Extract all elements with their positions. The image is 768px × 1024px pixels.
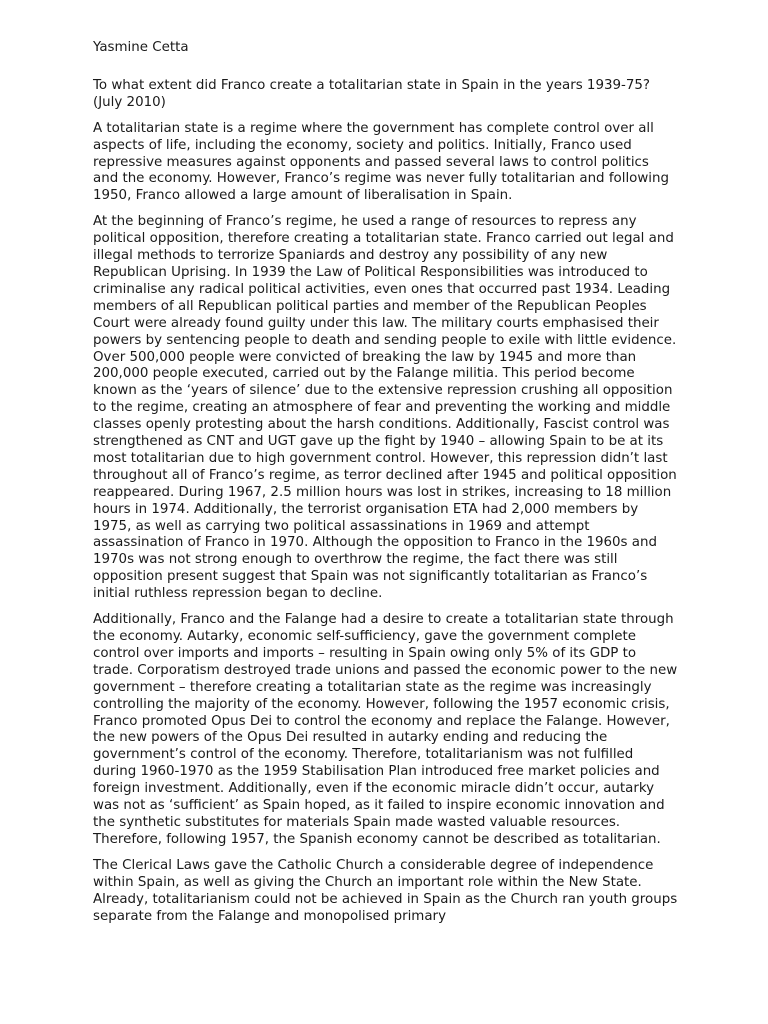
paragraph-repression: At the beginning of Franco’s regime, he used a range of resources to repress any political opposition, therefore creating a totalitarian state. Franco carried out legal and illegal methods to terrorize Spaniards and destroy any possibility of any new Republican Uprising. In 1939 the Law of Political Responsibilities was introduced to criminalise any radical political activities, even ones that occurred past 1934. Leading members of all Republican political parties and member of the Republican Peoples Court were already found guilty under this law. The military courts emphasised their powers by sentencing people to death and sending people to exile with little evidence. Over 500,000 people were convicted of breaking the law by 1945 and more than 200,000 people executed, carried out by the Falange militia. This period become known as the ‘years of silence’ due to the extensive repression crushing all opposition to the regime, creating an atmosphere of fear and preventing the working and middle classes openly protesting about the harsh conditions. Additionally, Fascist control was strengthened as CNT and UGT gave up the fight by 1940 – allowing Spain to be at its most totalitarian due to high government control. However, this repression didn’t last throughout all of Franco’s regime, as terror declined after 1945 and political opposition reappeared. During 1967, 2.5 million hours was lost in strikes, increasing to 18 million hours in 1974. Additionally, the terrorist organisation ETA had 2,000 members by 1975, as well as carrying two political assassinations in 1969 and attempt assassination of Franco in 1970. Although the opposition to Franco in the 1960s and 1970s was not strong enough to overthrow the regime, the fact there was still opposition present suggest that Spain was not significantly totalitarian as Franco’s initial ruthless repression began to decline.	[93, 214, 677, 602]
paragraph-introduction: A totalitarian state is a regime where the government has complete control over all aspects of life, including the economy, society and politics. Initially, Franco used repressive measures against opponents and passed several laws to control politics and the economy. However, Franco’s regime was never fully totalitarian and following 1950, Franco allowed a large amount of liberalisation in Spain.	[93, 120, 670, 204]
paragraph-church: The Clerical Laws gave the Catholic Church a considerable degree of independence within Spain, as well as giving the Church an important role within the New State. Already, totalitarianism could not be achieved in Spain as the Church ran youth groups separate from the Falange and monopolised primary	[93, 857, 678, 924]
document-page	[93, 40, 678, 934]
author-name: Yasmine Cetta	[93, 40, 189, 55]
essay-question: To what extent did Franco create a totalitarian state in Spain in the years 1939-75? (July 2010)	[93, 77, 650, 110]
paragraph-economy: Additionally, Franco and the Falange had a desire to create a totalitarian state through the economy. Autarky, economic self-sufficiency, gave the government complete control over imports and imports – resulting in Spain owing only 5% of its GDP to trade. Corporatism destroyed trade unions and passed the economic power to the new government – therefore creating a totalitarian state as the regime was increasingly controlling the majority of the economy. However, following the 1957 economic crisis, Franco promoted Opus Dei to control the economy and replace the Falange. However, the new powers of the Opus Dei resulted in autarky ending and reducing the government’s control of the economy. Therefore, totalitarianism was not fulfilled during 1960-1970 as the 1959 Stabilisation Plan introduced free market policies and foreign investment. Additionally, even if the economic miracle didn’t occur, autarky was not as ‘sufficient’ as Spain hoped, as it failed to inspire economic innovation and the synthetic substitutes for materials Spain made wasted valuable resources. Therefore, following 1957, the Spanish economy cannot be described as totalitarian.	[93, 612, 678, 847]
